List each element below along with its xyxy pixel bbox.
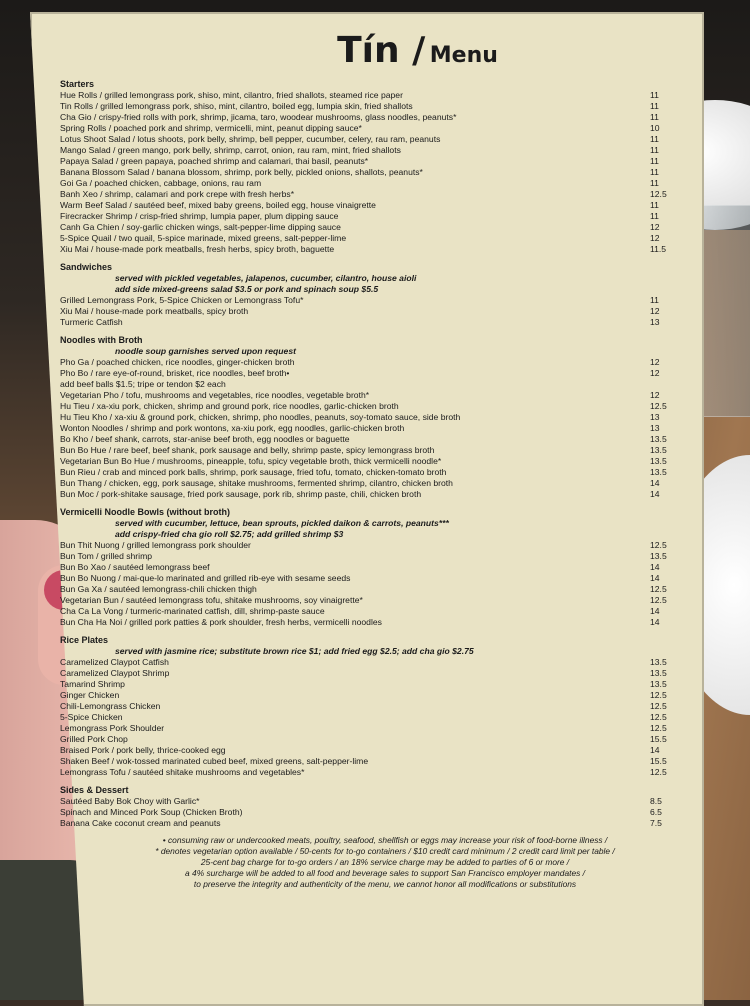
section-note: add side mixed-greens salad $3.5 or pork and spinach soup $5.5 [115, 284, 379, 294]
item-name: Tin Rolls / grilled lemongrass pork, shiso, mint, cilantro, boiled egg, lumpia skin, fried shallots [60, 101, 413, 111]
menu-item [60, 489, 680, 500]
menu-item [60, 679, 680, 690]
menu-sections [60, 79, 680, 829]
menu-item [60, 200, 680, 211]
section-title: Rice Plates [60, 635, 109, 645]
menu-item [60, 617, 680, 628]
menu-item [60, 807, 680, 818]
menu-section [60, 79, 680, 255]
item-name: Hu Tieu / xa-xiu pork, chicken, shrimp and ground pork, rice noodles, garlic-chicken broth [60, 401, 399, 411]
item-price: 12.5 [650, 540, 667, 550]
menu-item [60, 390, 680, 401]
item-price: 13.5 [650, 679, 667, 689]
item-name: Banana Cake coconut cream and peanuts [60, 818, 221, 828]
menu-item [60, 423, 680, 434]
item-name: Lemongrass Pork Shoulder [60, 723, 165, 733]
item-name: Shaken Beef / wok-tossed marinated cubed beef, mixed greens, salt-pepper-lime [60, 756, 369, 766]
menu-item [60, 244, 680, 255]
section-title: Starters [60, 79, 95, 89]
item-name: Bo Kho / beef shank, carrots, star-anise beef broth, egg noodles or baguette [60, 434, 350, 444]
menu-item [60, 222, 680, 233]
menu-item [60, 379, 680, 390]
item-price: 12 [650, 222, 660, 232]
item-price: 11 [650, 145, 659, 155]
item-price: 11 [650, 90, 659, 100]
menu-title [155, 30, 680, 71]
item-price: 12.5 [650, 595, 667, 605]
item-price: 7.5 [650, 818, 662, 828]
section-note: served with cucumber, lettuce, bean sprouts, pickled daikon & carrots, peanuts*** [115, 518, 449, 528]
item-price: 13.5 [650, 445, 667, 455]
item-price: 10 [650, 123, 660, 133]
menu-item [60, 668, 680, 679]
menu-section [60, 335, 680, 500]
item-name: Bun Moc / pork-shitake sausage, fried pork sausage, pork rib, shrimp paste, chili, chicken broth [60, 489, 422, 499]
menu-item [60, 317, 680, 328]
menu-item [60, 134, 680, 145]
menu-item [60, 368, 680, 379]
item-name: Pho Bo / rare eye-of-round, brisket, rice noodles, beef broth• [60, 368, 290, 378]
section-title: Vermicelli Noodle Bowls (without broth) [60, 507, 231, 517]
item-name: Cha Gio / crispy-fried rolls with pork, shrimp, jicama, taro, woodear mushrooms, glass noodles, peanuts* [60, 112, 457, 122]
item-price: 13 [650, 412, 660, 422]
menu-item [60, 562, 680, 573]
menu-section [60, 507, 680, 628]
footer-line: a 4% surcharge will be added to all food and beverage sales to support San Francisco employer mandates / [185, 868, 585, 878]
item-name: Sautéed Baby Bok Choy with Garlic* [60, 796, 200, 806]
item-price: 13.5 [650, 551, 667, 561]
item-name: Hue Rolls / grilled lemongrass pork, shiso, mint, cilantro, fried shallots, steamed rice paper [60, 90, 403, 100]
item-name: Chili-Lemongrass Chicken [60, 701, 161, 711]
item-name: Mango Salad / green mango, pork belly, shrimp, carrot, onion, rau ram, mint, fried shallots [60, 145, 401, 155]
item-name: Turmeric Catfish [60, 317, 123, 327]
menu-item [60, 412, 680, 423]
item-name: Goi Ga / poached chicken, cabbage, onions, rau ram [60, 178, 262, 188]
restaurant-name: Tín / [337, 30, 426, 71]
footer-line: • consuming raw or undercooked meats, poultry, seafood, shellfish or eggs may increase your risk of food-borne illness / [162, 835, 608, 845]
item-price: 14 [650, 562, 660, 572]
item-name: 5-Spice Chicken [60, 712, 123, 722]
menu-item [60, 123, 680, 134]
menu-item [60, 734, 680, 745]
menu-item [60, 357, 680, 368]
menu-item [60, 306, 680, 317]
item-price: 11.5 [650, 244, 667, 254]
item-name: Bun Thit Nuong / grilled lemongrass pork shoulder [60, 540, 251, 550]
item-name: Xiu Mai / house-made pork meatballs, spicy broth [60, 306, 249, 316]
menu-item [60, 584, 680, 595]
menu-item [60, 657, 680, 668]
menu-item [60, 745, 680, 756]
item-price: 14 [650, 745, 660, 755]
item-price: 12.5 [650, 401, 667, 411]
item-name: Warm Beef Salad / sautéed beef, mixed baby greens, boiled egg, house vinaigrette [60, 200, 376, 210]
item-price: 11 [650, 295, 659, 305]
item-name: Vegetarian Pho / tofu, mushrooms and vegetables, rice noodles, vegetable broth* [60, 390, 370, 400]
menu-content [60, 30, 680, 890]
item-price: 12 [650, 368, 660, 378]
section-title: Sides & Dessert [60, 785, 129, 795]
item-price: 8.5 [650, 796, 662, 806]
menu-item [60, 456, 680, 467]
item-price: 14 [650, 617, 660, 627]
item-price: 12.5 [650, 690, 667, 700]
menu-footer [60, 835, 680, 890]
menu-item [60, 690, 680, 701]
menu-section [60, 262, 680, 328]
item-price: 13 [650, 317, 660, 327]
item-price: 11 [650, 200, 659, 210]
menu-item [60, 401, 680, 412]
menu-item [60, 211, 680, 222]
section-note: add crispy-fried cha gio roll $2.75; add grilled shrimp $3 [115, 529, 344, 539]
item-price: 12 [650, 233, 660, 243]
item-price: 13.5 [650, 668, 667, 678]
item-name: Bun Thang / chicken, egg, pork sausage, shitake mushrooms, fermented shrimp, cilantro, chicken broth [60, 478, 453, 488]
menu-item [60, 167, 680, 178]
item-name: Bun Cha Ha Noi / grilled pork patties & pork shoulder, fresh herbs, vermicelli noodles [60, 617, 382, 627]
item-price: 14 [650, 606, 660, 616]
item-price: 13.5 [650, 467, 667, 477]
menu-item [60, 295, 680, 306]
item-price: 12.5 [650, 701, 667, 711]
section-note: noodle soup garnishes served upon request [115, 346, 296, 356]
item-name: Grilled Lemongrass Pork, 5-Spice Chicken or Lemongrass Tofu* [60, 295, 304, 305]
item-price: 12.5 [650, 723, 667, 733]
item-price: 15.5 [650, 734, 667, 744]
item-name: Spring Rolls / poached pork and shrimp, vermicelli, mint, peanut dipping sauce* [60, 123, 362, 133]
menu-item [60, 573, 680, 584]
item-price: 14 [650, 478, 660, 488]
menu-section [60, 785, 680, 829]
item-name: Spinach and Minced Pork Soup (Chicken Broth) [60, 807, 243, 817]
menu-item [60, 818, 680, 829]
item-name: Tamarind Shrimp [60, 679, 125, 689]
item-price: 12.5 [650, 767, 667, 777]
menu-item [60, 756, 680, 767]
item-name: Lotus Shoot Salad / lotus shoots, pork belly, shrimp, bell pepper, cucumber, celery, rau ram, peanuts [60, 134, 441, 144]
item-price: 13.5 [650, 456, 667, 466]
item-name: Bun Rieu / crab and minced pork balls, shrimp, pork sausage, fried tofu, tomato, chicken-tomato broth [60, 467, 447, 477]
menu-item [60, 478, 680, 489]
item-name: Xiu Mai / house-made pork meatballs, fresh herbs, spicy broth, baguette [60, 244, 335, 254]
item-name: Canh Ga Chien / soy-garlic chicken wings, salt-pepper-lime dipping sauce [60, 222, 341, 232]
menu-item [60, 796, 680, 807]
item-price: 11 [650, 167, 659, 177]
menu-item [60, 723, 680, 734]
item-price: 13.5 [650, 434, 667, 444]
section-note: served with pickled vegetables, jalapenos, cucumber, cilantro, house aioli [115, 273, 417, 283]
item-name: Vegetarian Bun Bo Hue / mushrooms, pineapple, tofu, spicy vegetable broth, thick vermicelli noodle* [60, 456, 442, 466]
menu-item [60, 712, 680, 723]
menu-item [60, 467, 680, 478]
menu-item [60, 595, 680, 606]
item-price: 12.5 [650, 189, 667, 199]
item-name: Bun Bo Hue / rare beef, beef shank, pork sausage and belly, shrimp paste, spicy lemongrass broth [60, 445, 435, 455]
menu-item [60, 606, 680, 617]
item-price: 13 [650, 423, 660, 433]
item-price: 11 [650, 112, 659, 122]
item-price: 11 [650, 156, 659, 166]
item-price: 12 [650, 357, 660, 367]
item-name: Bun Tom / grilled shrimp [60, 551, 153, 561]
item-name: Pho Ga / poached chicken, rice noodles, ginger-chicken broth [60, 357, 295, 367]
footer-line: * denotes vegetarian option available / 50-cents for to-go containers / $10 credit card minimum / 2 credit card limit per table / [155, 846, 615, 856]
menu-word: Menu [429, 43, 498, 68]
menu-item [60, 445, 680, 456]
menu-item [60, 701, 680, 712]
item-name: Caramelized Claypot Shrimp [60, 668, 170, 678]
item-name: Wonton Noodles / shrimp and pork wontons, xa-xiu pork, egg noodles, garlic-chicken broth [60, 423, 405, 433]
footer-line: to preserve the integrity and authenticity of the menu, we cannot honor all modifications or substitutions [193, 879, 577, 889]
item-name: Caramelized Claypot Catfish [60, 657, 169, 667]
item-price: 15.5 [650, 756, 667, 766]
item-price: 11 [650, 211, 659, 221]
menu-section [60, 635, 680, 778]
item-price: 12.5 [650, 712, 667, 722]
item-name: Bun Ga Xa / sautéed lemongrass-chili chicken thigh [60, 584, 257, 594]
item-name: Firecracker Shrimp / crisp-fried shrimp, lumpia paper, plum dipping sauce [60, 211, 339, 221]
menu-item [60, 178, 680, 189]
section-title: Sandwiches [60, 262, 113, 272]
item-name: Lemongrass Tofu / sautéed shitake mushrooms and vegetables* [60, 767, 305, 777]
item-name: Banana Blossom Salad / banana blossom, shrimp, pork belly, pickled onions, shallots, peanuts* [60, 167, 423, 177]
item-price: 11 [650, 101, 659, 111]
item-name: 5-Spice Quail / two quail, 5-spice marinade, mixed greens, salt-pepper-lime [60, 233, 347, 243]
item-name: Papaya Salad / green papaya, poached shrimp and calamari, thai basil, peanuts* [60, 156, 369, 166]
item-name: Bun Bo Nuong / mai-que-lo marinated and grilled rib-eye with sesame seeds [60, 573, 351, 583]
item-name: Bun Bo Xao / sautéed lemongrass beef [60, 562, 210, 572]
item-name: Cha Ca La Vong / turmeric-marinated catfish, dill, shrimp-paste sauce [60, 606, 325, 616]
item-name: Hu Tieu Kho / xa-xiu & ground pork, chicken, shrimp, pho noodles, peanuts, soy-tomato sauce, side broth [60, 412, 461, 422]
menu-item [60, 434, 680, 445]
item-price: 14 [650, 573, 660, 583]
menu-item [60, 101, 680, 112]
item-price: 12.5 [650, 584, 667, 594]
section-note: served with jasmine rice; substitute brown rice $1; add fried egg $2.5; add cha gio $2.75 [115, 646, 474, 656]
item-price [650, 379, 680, 390]
menu-item [60, 156, 680, 167]
menu-item [60, 112, 680, 123]
menu-item [60, 90, 680, 101]
item-name: Vegetarian Bun / sautéed lemongrass tofu, shitake mushrooms, soy vinaigrette* [60, 595, 363, 605]
item-price: 6.5 [650, 807, 662, 817]
footer-line: 25-cent bag charge for to-go orders / an 18% service charge may be added to parties of 6 or more / [200, 857, 570, 867]
item-name: Braised Pork / pork belly, thrice-cooked egg [60, 745, 226, 755]
item-price: 14 [650, 489, 660, 499]
section-title: Noodles with Broth [60, 335, 143, 345]
item-name: add beef balls $1.5; tripe or tendon $2 each [60, 379, 226, 389]
item-price: 12 [650, 390, 660, 400]
menu-item [60, 233, 680, 244]
item-name: Grilled Pork Chop [60, 734, 128, 744]
menu-item [60, 551, 680, 562]
item-price: 12 [650, 306, 660, 316]
menu-item [60, 767, 680, 778]
menu-item [60, 540, 680, 551]
item-price: 11 [650, 178, 659, 188]
item-name: Ginger Chicken [60, 690, 120, 700]
item-name: Banh Xeo / shrimp, calamari and pork crepe with fresh herbs* [60, 189, 295, 199]
menu-item [60, 189, 680, 200]
item-price: 13.5 [650, 657, 667, 667]
item-price: 11 [650, 134, 659, 144]
menu-item [60, 145, 680, 156]
